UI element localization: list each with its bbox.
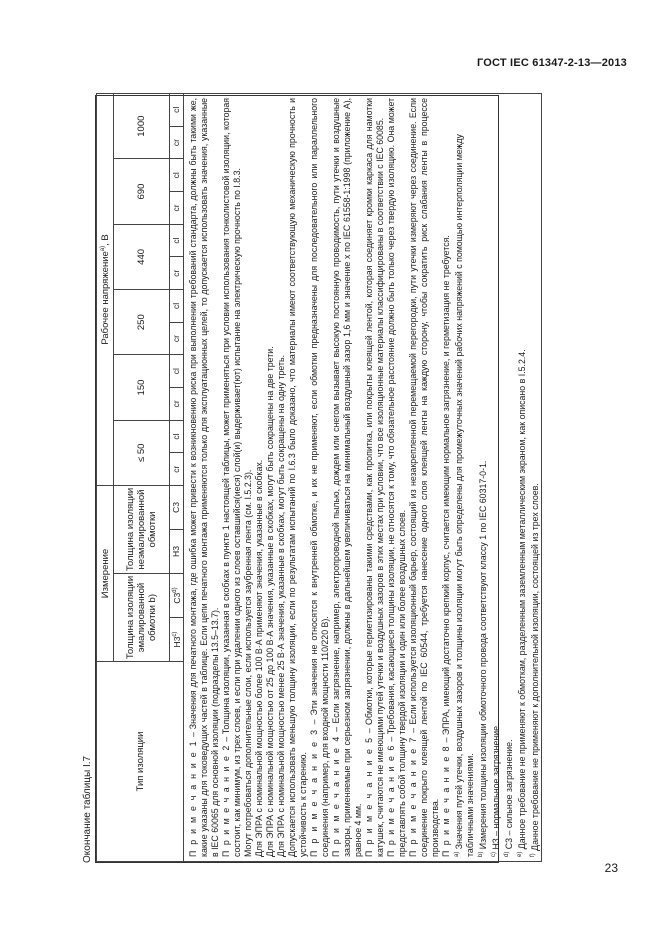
table-container bbox=[95, 95, 540, 863]
note-2-extra: Могут потребоваться дополнительные слои, если используется заубренная лента (см. I.5.2.3). bbox=[243, 469, 253, 857]
sub-cl: cl bbox=[170, 290, 184, 323]
footnote-f: $^{f)}$ Данное требование не применяют к дополнительной изоляции, состоящей из трех слоев. bbox=[529, 483, 540, 857]
sub-normal-pollution: Н3$^{c)}$ bbox=[170, 618, 184, 662]
notes-row bbox=[184, 93, 542, 861]
sub-normal-pollution-2: Н3 bbox=[170, 530, 184, 574]
sub-cl: cl bbox=[170, 93, 184, 126]
voltage-1000: 1000 bbox=[114, 93, 170, 158]
voltage-150: 150 bbox=[114, 355, 170, 420]
voltage-50: ≤ 50 bbox=[114, 420, 170, 485]
note-6: П р и м е ч а н и е 6 – Требования, касающиеся толщины изоляции, не относятся к тому, что обязательное расстояние должно быть только через твердую изоляцию. Она может представлять собой толщину твердой изоляции и один или более воздушных слоев. bbox=[386, 97, 407, 857]
footnote-a: $^{a)}$ Значения путей утечки, воздушных зазоров и толщины изоляции могут быть определены для промежуточных значений рабочих напряжений с помощью интерполяции между табличными значениями. bbox=[453, 134, 475, 857]
note-7: П р и м е ч а н и е 7 – Если используется изоляционный барьер, состоящий из незакрепленной перемещаемой перегородки, пути утечки измеряют через соединение. Если соединение покрыто клеящей лентой по IEC 60544, требуется нанесение одного слоя клеящей ленты на каждую сторону, чтобы сократить риск слабания ленты в процессе производства. bbox=[408, 97, 440, 857]
notes-cell bbox=[184, 93, 542, 861]
note-3: П р и м е ч а н и е 3 – Эти значения не относятся к внутренней обмотке, и их не применяют, если обмотки предназначены для последовательного или параллельного соединения (например, для входной мощности 110/220 В). bbox=[309, 97, 330, 857]
voltage-440: 440 bbox=[114, 224, 170, 289]
footnote-d: $^{d)}$ С3 – сильное загрязнение. bbox=[503, 739, 514, 857]
page-number: 23 bbox=[604, 861, 618, 875]
footnote-c: $^{c)}$ Н3 – нормальное загрязнение. bbox=[490, 723, 501, 857]
note-2-extra: Для ЭПРА с номинальной мощностью более 100 В·А применяют значения, указанные в скобках. bbox=[254, 459, 264, 857]
note-8: П р и м е ч а н и е 8 – ЭПРА, имеющий достаточно крепкий корпус, считается имеющим нормальное загрязнение, и герметизация не требуется. bbox=[441, 235, 451, 857]
sub-cl: cl bbox=[170, 420, 184, 453]
note-2-extra: Для ЭПРА с номинальной мощностью от 25 до 100 В·А значения, указанные в скобках, могут быть сокращены на две трети. bbox=[265, 346, 275, 857]
sub-cr: cr bbox=[170, 126, 184, 159]
sub-cr: cr bbox=[170, 257, 184, 290]
note-5: П р и м е ч а н и е 5 – Обмотки, которые герметизированы такими средствами, как пропитка, или покрыты клеящей лентой, которая соединяет кромки каркаса для намотки катушек, считаются не имеющими путей утечки и воздушных зазоров в этих местах при условии, что все изоляционные материалы классифицированы в соответствии с IEC 60085. bbox=[364, 97, 385, 857]
col-working-voltage: Рабочее напряжение$^{a)}$, В bbox=[97, 93, 114, 485]
sub-cr: cr bbox=[170, 453, 184, 486]
col-insulation-type: Тип изоляции bbox=[97, 662, 184, 862]
insulation-table bbox=[96, 93, 542, 862]
voltage-690: 690 bbox=[114, 159, 170, 224]
rotated-content bbox=[82, 95, 612, 863]
footnote-e: $^{e)}$ Данное требование не применяют к обмоткам, разделенным заземленным металлическим экраном, как описано в I.5.2.4. bbox=[516, 349, 527, 857]
table-caption: Окончание таблицы I.7 bbox=[82, 755, 93, 863]
sub-cr: cr bbox=[170, 192, 184, 225]
sub-severe-pollution-2: С3 bbox=[170, 485, 184, 529]
document-header: ГОСТ IEC 61347-2-13—2013 bbox=[476, 57, 627, 69]
sub-cr: cr bbox=[170, 322, 184, 355]
footnote-b: $^{b)}$ Измерения толщины изоляции обмоточного провода соответствуют классу 1 по IEC 60317-0-1. bbox=[477, 460, 488, 857]
sub-cr: cr bbox=[170, 388, 184, 421]
col-measurement: Измерение bbox=[97, 485, 114, 661]
col-nonenamel-thickness: Толщина изоляции неэмалированной обмотки bbox=[114, 485, 170, 573]
note-2: П р и м е ч а н и е 2 – Толщина изоляции, указанная в скобках в пункте 1 настоящей таблицы, может применяться при условии использования тонколистовой изоляции, которая состоит, как минимум, из трех слоев, и если при удалении одного из слоев оставшийся(иеся) слой(и) выдерживает(ют) испытание на электрическую прочность по I.8.3. bbox=[221, 97, 242, 857]
note-2-extra: Допускается использовать меньшую толщину изоляции, если по результатам испытаний по I.6.3 было доказано, что материалы имеют соответствующую механическую прочность и устойчивость к старению. bbox=[287, 97, 308, 857]
sub-cl: cl bbox=[170, 224, 184, 257]
voltage-250: 250 bbox=[114, 290, 170, 355]
sub-cl: cl bbox=[170, 159, 184, 192]
table-header-row-1 bbox=[97, 93, 114, 861]
note-2-extra: Для ЭПРА с номинальной мощностью менее 25 В·А значения, указанные в скобках, могут быть сокращены на одну треть. bbox=[276, 354, 286, 857]
sub-severe-pollution: С3$^{d)}$ bbox=[170, 574, 184, 618]
note-4: П р и м е ч а н и е 4 – Если загрязнение, например, электропроводной пылью, дождем или снегом вызывает высокую постоянную проводимость, пути утечки и воздушные зазоры, применяемые при серьезном загрязнении, должны в дальнейшем увеличиваться на минимальный воздушный зазор 1,6 мм и значение x по IEC 61558-1:1998 (приложение А), равное 4 мм. bbox=[331, 97, 363, 857]
col-enamel-thickness: Толщина изоляции эмалированной обмотки b) bbox=[114, 574, 170, 662]
sub-cl: cl bbox=[170, 355, 184, 388]
note-1: П р и м е ч а н и е 1 – Значения для печатного монтажа, где ошибка может привести к возникновению риска при выполнении требований стандарта, должны быть такими же, какие указаны для токоведущих частей в таблице. Если цепи печатного монтажа применяются только для эксплуатационных целей, то допускается использовать значения, указанные в IEC 60065 для основной изоляции (подразделы 13.5–13.7). bbox=[188, 97, 220, 857]
